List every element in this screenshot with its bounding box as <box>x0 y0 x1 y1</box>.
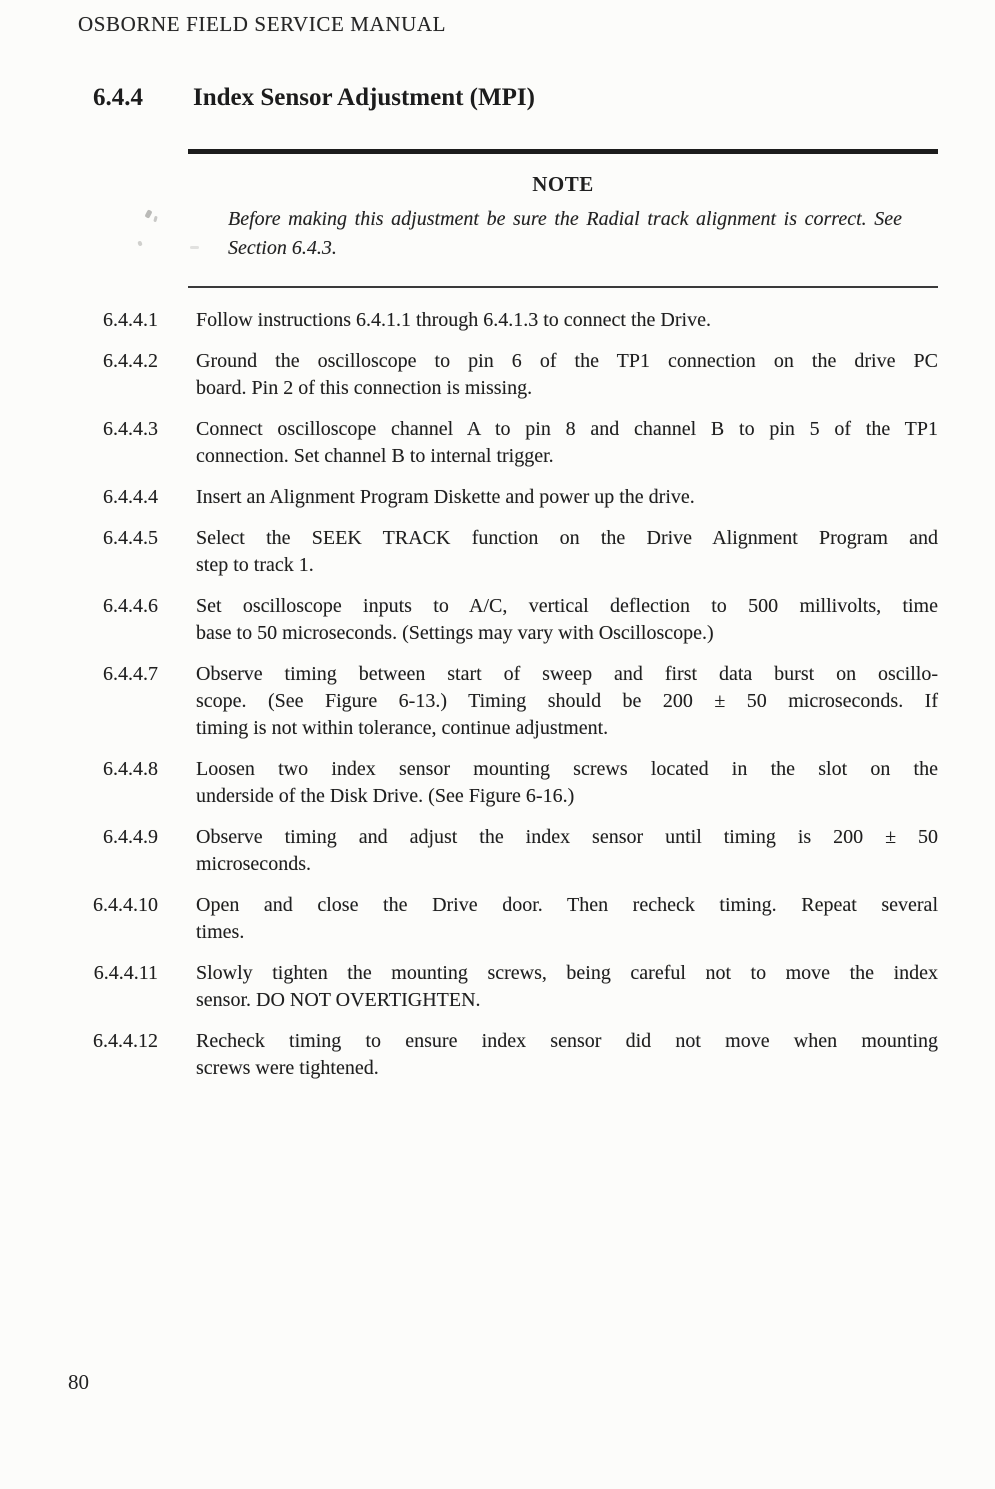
text-line: timing is not within tolerance, continue adjustment. <box>196 717 609 739</box>
text-line: Observe timing and adjust the index sensor until timing is 200 ± 50 <box>196 826 938 848</box>
note-rule-top <box>188 149 938 154</box>
step-number: 6.4.4.4 <box>103 486 158 508</box>
text-line: Slowly tighten the mounting screws, being careful not to move the index <box>196 962 938 984</box>
step-text <box>196 348 938 402</box>
step-row <box>70 960 938 1014</box>
step-number: 6.4.4.5 <box>103 527 158 549</box>
text-line: Insert an Alignment Program Diskette and power up the drive. <box>196 486 695 508</box>
step-number: 6.4.4.2 <box>103 350 158 372</box>
text-line: Set oscilloscope inputs to A/C, vertical deflection to 500 millivolts, time <box>196 595 938 617</box>
step-number: 6.4.4.8 <box>103 758 158 780</box>
step-text <box>196 416 938 470</box>
step-number: 6.4.4.7 <box>103 663 158 685</box>
step-number: 6.4.4.9 <box>103 826 158 848</box>
note-rule-bottom <box>188 286 938 288</box>
text-line: step to track 1. <box>196 554 314 576</box>
step-row <box>70 593 938 647</box>
step-number: 6.4.4.1 <box>103 309 158 331</box>
step-text <box>196 960 938 1014</box>
step-text <box>196 1028 938 1082</box>
page-number: 80 <box>68 1370 89 1394</box>
text-line: screws were tightened. <box>196 1057 379 1079</box>
text-line: sensor. DO NOT OVERTIGHTEN. <box>196 989 481 1011</box>
text-line: underside of the Disk Drive. (See Figure 6-16.) <box>196 785 575 807</box>
step-text <box>196 525 938 579</box>
step-row <box>70 824 938 878</box>
step-row <box>70 1028 938 1082</box>
step-text <box>196 892 938 946</box>
text-line: connection. Set channel B to internal trigger. <box>196 445 554 467</box>
text-line: Observe timing between start of sweep and first data burst on oscillo- <box>196 663 938 685</box>
step-text <box>196 661 938 742</box>
step-row <box>70 525 938 579</box>
step-number: 6.4.4.10 <box>93 894 158 916</box>
step-number: 6.4.4.12 <box>93 1030 158 1052</box>
step-row <box>70 756 938 810</box>
text-line: microseconds. <box>196 853 311 875</box>
section-title: Index Sensor Adjustment (MPI) <box>193 84 535 111</box>
step-text <box>196 593 938 647</box>
text-line: Before making this adjustment be sure the Radial track alignment is correct. See <box>228 208 902 230</box>
step-row <box>70 416 938 470</box>
text-line: Open and close the Drive door. Then recheck timing. Repeat several <box>196 894 938 916</box>
step-text <box>196 824 938 878</box>
scan-artifact <box>137 240 142 246</box>
section-heading <box>93 84 535 112</box>
text-line: Recheck timing to ensure index sensor did not move when mounting <box>196 1030 938 1052</box>
step-text <box>196 756 938 810</box>
scan-artifact <box>144 209 152 218</box>
note-text <box>228 205 902 263</box>
section-number: 6.4.4 <box>93 84 143 111</box>
text-line: Section 6.4.3. <box>228 237 337 259</box>
step-text <box>196 307 938 334</box>
scan-artifact <box>190 246 199 249</box>
step-text <box>196 484 938 511</box>
steps-list <box>70 307 938 1096</box>
step-row <box>70 661 938 742</box>
step-number: 6.4.4.11 <box>93 962 158 984</box>
running-header: OSBORNE FIELD SERVICE MANUAL <box>78 12 447 36</box>
text-line: Loosen two index sensor mounting screws located in the slot on the <box>196 758 938 780</box>
text-line: scope. (See Figure 6-13.) Timing should be 200 ± 50 microseconds. If <box>196 690 938 712</box>
text-line: base to 50 microseconds. (Settings may vary with Oscilloscope.) <box>196 622 714 644</box>
text-line: Connect oscilloscope channel A to pin 8 and channel B to pin 5 of the TP1 <box>196 418 938 440</box>
text-line: Ground the oscilloscope to pin 6 of the TP1 connection on the drive PC <box>196 350 938 372</box>
step-row <box>70 348 938 402</box>
scan-artifact <box>153 216 157 223</box>
step-row <box>70 484 938 511</box>
text-line: Select the SEEK TRACK function on the Drive Alignment Program and <box>196 527 938 549</box>
step-number: 6.4.4.3 <box>103 418 158 440</box>
step-number: 6.4.4.6 <box>103 595 158 617</box>
text-line: times. <box>196 921 245 943</box>
step-row <box>70 307 938 334</box>
text-line: Follow instructions 6.4.1.1 through 6.4.1.3 to connect the Drive. <box>196 309 711 331</box>
note-label: NOTE <box>532 172 594 196</box>
step-row <box>70 892 938 946</box>
text-line: board. Pin 2 of this connection is missing. <box>196 377 533 399</box>
